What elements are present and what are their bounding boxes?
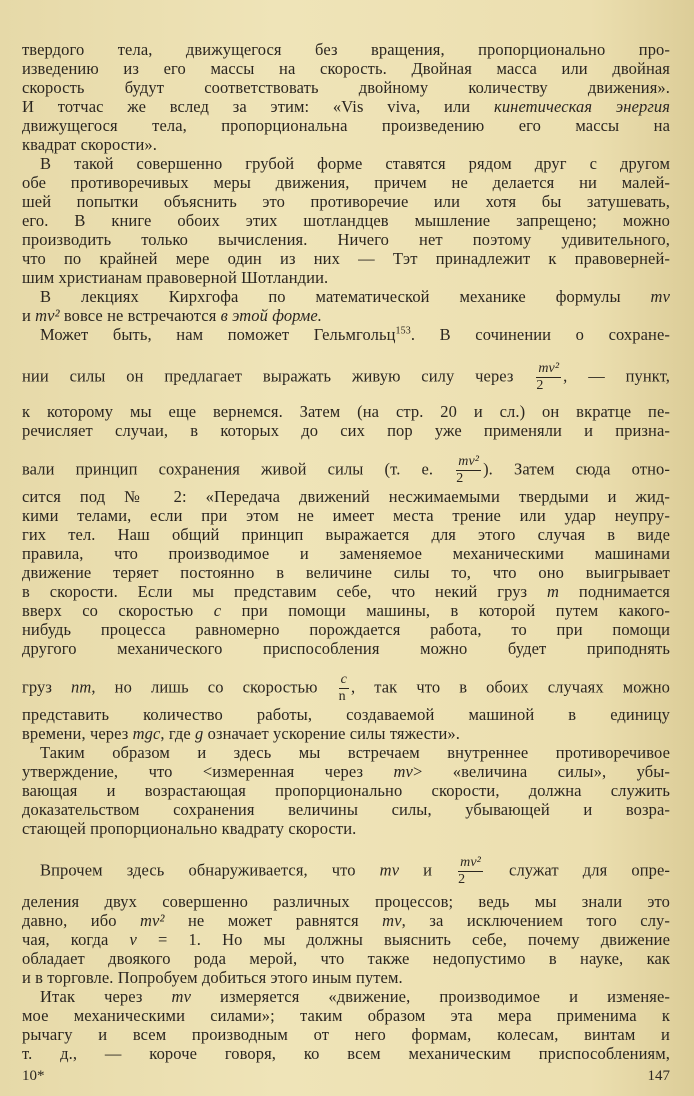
- text-run: Таким образом и здесь мы встречаем внутреннее противоречивое: [40, 743, 670, 762]
- text-run: измеряется «движение, производимое и изменяе-: [191, 987, 670, 1006]
- text-run: , так что в обоих случаях можно: [350, 677, 670, 697]
- italic-text: v: [129, 930, 137, 949]
- text-run: , где: [160, 724, 196, 743]
- text-run: движущегося тела, пропорциональна произведению его массы на: [22, 116, 670, 135]
- text-line: [22, 1025, 670, 1044]
- text-run: Впрочем здесь обнаруживается, что: [40, 860, 380, 880]
- fraction-numerator: c: [340, 672, 347, 687]
- signature-mark: 10*: [22, 1068, 45, 1084]
- text-line: [22, 306, 670, 325]
- text-line: [22, 249, 670, 268]
- text-run: мое механическими силами»; таким образом эта мера применима к: [22, 1006, 670, 1025]
- text-run: поднимается: [559, 582, 670, 601]
- text-line: [22, 724, 670, 743]
- text-line: [22, 620, 670, 639]
- text-line: [22, 487, 670, 506]
- text-run: = 1. Но мы должны выяснить себе, почему движение: [136, 930, 670, 949]
- text-line: [22, 173, 670, 192]
- text-run: вверх со скоростью: [22, 601, 214, 620]
- italic-text: m: [547, 582, 560, 601]
- page-number: 147: [647, 1068, 670, 1084]
- text-line: [22, 930, 670, 949]
- text-line: [22, 762, 670, 781]
- text-run: Итак через: [40, 987, 172, 1006]
- text-line: [22, 135, 670, 154]
- text-line: [22, 1006, 670, 1025]
- text-line: [22, 544, 670, 563]
- text-line: [22, 192, 670, 211]
- text-run: служат для опре-: [484, 860, 670, 880]
- text-run: нии силы он предлагает выражать живую силу через: [22, 366, 535, 386]
- text-run: квадрат скорости».: [22, 135, 157, 154]
- text-run: не может равнятся: [164, 911, 383, 930]
- text-line: [22, 911, 670, 930]
- text-line: [22, 601, 670, 620]
- text-run: доказательством сохранения величины силы, убывающей и возра-: [22, 800, 670, 819]
- text-run: давно, ибо: [22, 911, 141, 930]
- text-run: что по крайней мере один из них — Тэт принадлежит к правоверней-: [22, 249, 670, 268]
- text-line: [22, 268, 670, 287]
- text-line: [22, 287, 670, 306]
- text-run: в скорости. Если мы представим себе, что некий груз: [22, 582, 548, 601]
- italic-text: mv: [382, 911, 402, 930]
- italic-text: в этой форме.: [220, 306, 322, 325]
- fraction-denominator: 2: [458, 872, 466, 887]
- text-line: [22, 59, 670, 78]
- text-run: и: [399, 860, 457, 880]
- text-run: , но лишь со скоростью: [91, 677, 337, 697]
- italic-text: nm: [71, 677, 92, 697]
- text-run: гих тел. Наш общий принцип выражается для этого случая в виде: [22, 525, 670, 544]
- text-line: [22, 230, 670, 249]
- text-run: . В сочинении о сохране-: [410, 325, 670, 344]
- text-line: [22, 421, 670, 440]
- italic-text: mv: [379, 860, 400, 880]
- text-run: Может быть, нам поможет Гельмгольц: [40, 325, 396, 344]
- text-run: > «величина силы», убы-: [412, 762, 670, 781]
- fraction-numerator: mv²: [538, 361, 560, 376]
- text-line: [22, 855, 670, 888]
- text-line: [22, 582, 670, 601]
- text-line: [22, 800, 670, 819]
- text-run: шей попытки объяснить это противоречие или хотя бы затушевать,: [22, 192, 670, 211]
- text-run: И тотчас же вслед за этим: «Vis viva, или: [22, 97, 494, 116]
- text-run: обладает двоякого рода мерой, что также недопустимо в науке, как: [22, 949, 670, 968]
- text-run: В лекциях Кирхгофа по математической механике формулы: [40, 287, 651, 306]
- italic-text: кинетическая энергия: [494, 97, 670, 116]
- text-run: представить количество работы, создаваемой машиной в единицу: [22, 705, 670, 724]
- text-run: и: [22, 306, 36, 325]
- text-line: [22, 325, 670, 344]
- text-run: шим христианам правоверной Шотландии.: [22, 268, 329, 287]
- text-run: сится под № 2: «Передача движений несжимаемыми твердыми и жид-: [22, 487, 670, 506]
- text-line: [22, 454, 670, 487]
- text-run: правила, что производимое и заменяемое механическими машинами: [22, 544, 670, 563]
- text-line: [22, 40, 670, 59]
- fraction: [458, 855, 483, 888]
- text-line: [22, 154, 670, 173]
- italic-text: mv: [393, 762, 413, 781]
- text-run: речисляет случаи, в которых до сих пор уже применяли и призна-: [22, 421, 670, 440]
- text-run: , за исключением того слу-: [401, 911, 670, 930]
- text-run: обе противоречивых меры движения, причем не делается ни малей-: [22, 173, 670, 192]
- text-run: скорость будут соответствовать двойному количеству движения».: [22, 78, 670, 97]
- fraction-denominator: 2: [536, 378, 544, 393]
- text-run: , — пункт,: [563, 366, 670, 386]
- text-line: [22, 116, 670, 135]
- text-line: [22, 402, 670, 421]
- footnote-ref[interactable]: 153: [395, 325, 411, 337]
- text-run: изведению из его массы на скорость. Двойная масса или двойная: [22, 59, 670, 78]
- fraction-numerator: mv²: [460, 855, 481, 870]
- fraction-denominator: 2: [456, 471, 464, 486]
- text-line: [22, 361, 670, 394]
- fraction: [456, 454, 481, 487]
- text-line: [22, 211, 670, 230]
- fraction-numerator: mv²: [458, 454, 480, 469]
- text-run: его. В книге обоих этих шотландцев мышление запрещено; можно: [22, 211, 670, 230]
- text-line: [22, 781, 670, 800]
- fraction: [536, 361, 561, 394]
- text-run: стающей пропорционально квадрату скорости.: [22, 819, 357, 838]
- italic-text: mv²: [35, 306, 60, 325]
- text-run: утверждение, что <измеренная через: [22, 762, 394, 781]
- text-run: к которому мы еще вернемся. Затем (на стр. 20 и сл.) он вкратце пе-: [22, 402, 670, 421]
- fraction: [339, 672, 349, 705]
- text-run: т. д., — короче говоря, ко всем механическим приспособлениям,: [22, 1044, 670, 1063]
- text-line: [22, 525, 670, 544]
- text-run: другого механического приспособления можно будет приподнять: [22, 639, 670, 658]
- text-line: [22, 672, 670, 705]
- italic-text: mgc: [132, 724, 161, 743]
- text-run: чая, когда: [22, 930, 130, 949]
- text-line: [22, 892, 670, 911]
- text-line: [22, 987, 670, 1006]
- text-line: [22, 819, 670, 838]
- text-run: груз: [22, 677, 72, 697]
- text-run: вали принцип сохранения живой силы (т. е.: [22, 459, 455, 479]
- text-run: означает ускорение силы тяжести».: [203, 724, 460, 743]
- text-line: [22, 78, 670, 97]
- fraction-denominator: n: [338, 689, 346, 704]
- text-line: [22, 506, 670, 525]
- text-run: времени, через: [22, 724, 133, 743]
- text-run: деления двух совершенно различных процессов; ведь мы знали это: [22, 892, 670, 911]
- italic-text: c: [213, 601, 222, 620]
- text-line: [22, 1044, 670, 1063]
- text-line: [22, 968, 670, 987]
- text-run: вающая и возрастающая пропорционально скорости, должна служить: [22, 781, 670, 800]
- italic-text: mv²: [140, 911, 165, 930]
- text-run: и в торговле. Попробуем добиться этого иным путем.: [22, 968, 403, 987]
- text-run: вовсе не встречаются: [59, 306, 221, 325]
- text-run: нибудь процесса равномерно порождается работа, то при помощи: [22, 620, 670, 639]
- italic-text: mv: [171, 987, 191, 1006]
- italic-text: mv: [650, 287, 670, 306]
- text-run: В такой совершенно грубой форме ставятся рядом друг с другом: [40, 154, 670, 173]
- text-line: [22, 705, 670, 724]
- text-line: [22, 949, 670, 968]
- text-run: движение теряет постоянно в величине силы то, что оно выигрывает: [22, 563, 670, 582]
- text-run: ). Затем сюда отно-: [483, 459, 670, 479]
- italic-text: g: [195, 724, 204, 743]
- text-line: [22, 743, 670, 762]
- text-run: рычагу и всем производным от него формам, колесам, винтам и: [22, 1025, 670, 1044]
- text-run: кими телами, если при этом не имеет места трение или удар неупру-: [22, 506, 670, 525]
- text-line: [22, 563, 670, 582]
- text-line: [22, 97, 670, 116]
- text-run: производить только вычисления. Ничего нет поэтому удивительного,: [22, 230, 670, 249]
- text-line: [22, 639, 670, 658]
- text-run: твердого тела, движущегося без вращения, пропорционально про-: [22, 40, 670, 59]
- text-run: при помощи машины, в которой путем какого-: [221, 601, 670, 620]
